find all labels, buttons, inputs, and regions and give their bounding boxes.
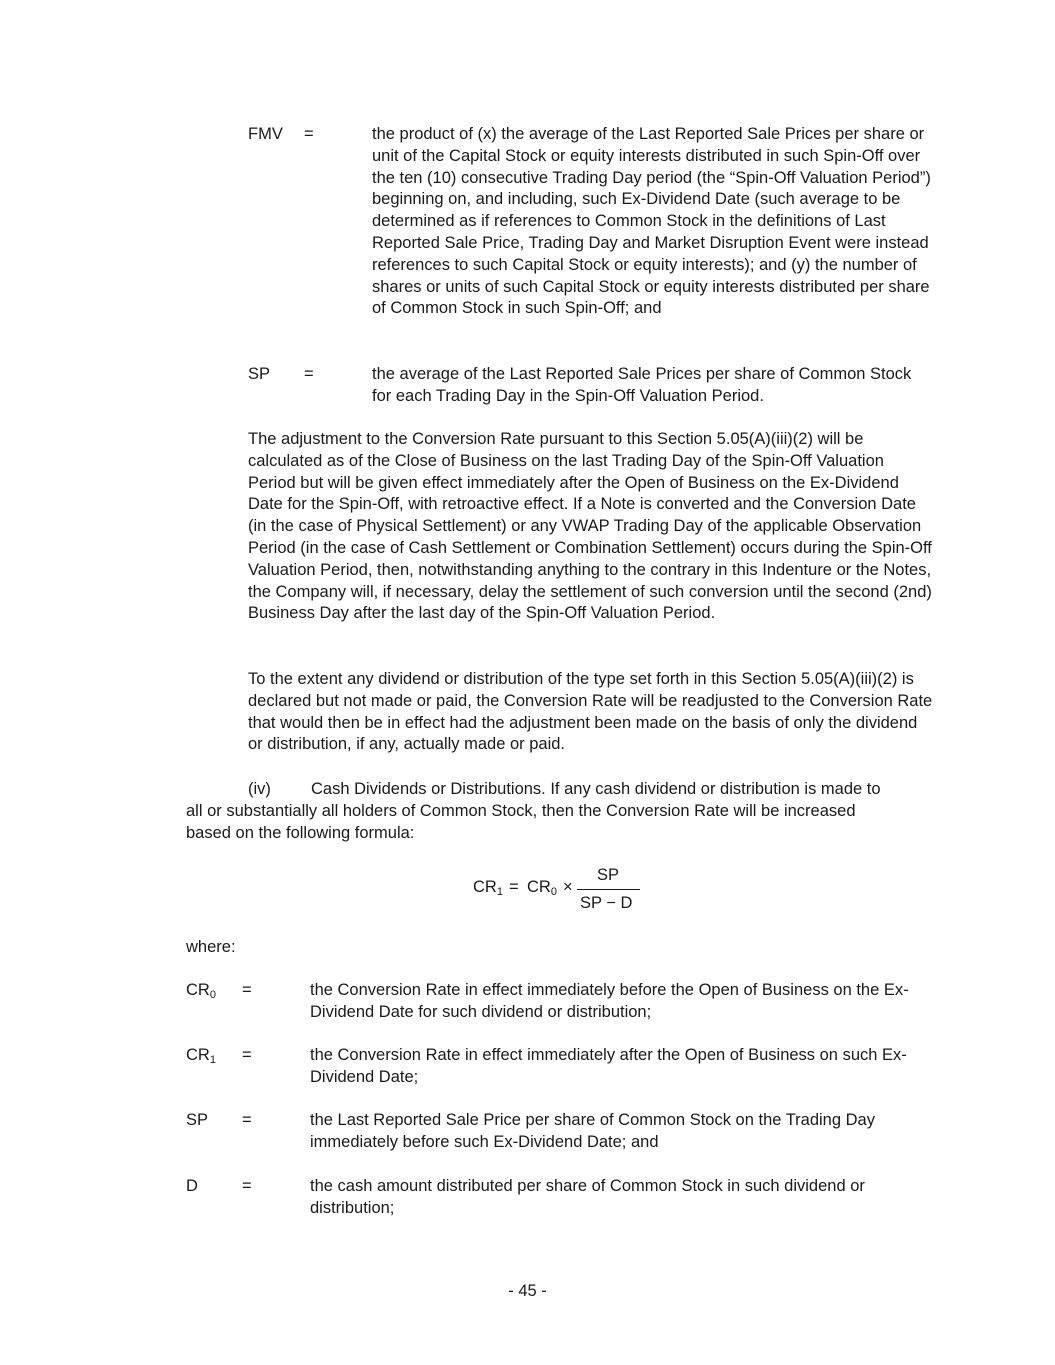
formula-numerator: SP [597, 866, 620, 884]
formula-rhs: $CR_0$ [527, 878, 557, 898]
formula-times: × [563, 878, 573, 896]
def-text-sp: the average of the Last Reported Sale Prices per share of Common Stock for each Trading Day in the Spin-Off Valuation Period. [372, 365, 912, 405]
def-term-fmv: FMV [248, 125, 283, 143]
formula-denominator: SP − D [580, 894, 633, 912]
section-iv-line1: Cash Dividends or Distributions. If any cash dividend or distribution is made to [311, 780, 881, 798]
def-text-fmv: the product of (x) the average of the Last Reported Sale Prices per share or unit of the Capital Stock or equity interests distributed in such Spin-Off over the ten (10) consecutive Trading Day period (the “Spin-Off Valuation Period”) beginning on, and including, such Ex-Dividend Date (such average to be determined as if references to Common Stock in the definitions of Last Reported Sale Price, Trading Day and Market Disruption Event were instead references to such Capital Stock or equity interests); and (y) the number of shares or units of such Capital Stock or equity interests distributed per share of Common Stock in such Spin-Off; and [372, 125, 931, 318]
page-number: - 45 - [508, 1282, 547, 1300]
def-text-d: the cash amount distributed per share of Common Stock in such dividend or distribution; [310, 1177, 865, 1217]
def-equals-fmv: = [304, 125, 314, 143]
section-iv-line2: all or substantially all holders of Common Stock, then the Conversion Rate will be increased [186, 802, 856, 820]
def-text-sp-bottom: the Last Reported Sale Price per share of Common Stock on the Trading Day immediately before such Ex-Dividend Date; and [310, 1111, 875, 1151]
formula-equals: = [509, 878, 519, 896]
def-term-cr1: $CR_1$ [186, 1046, 216, 1066]
def-text-cr0: the Conversion Rate in effect immediately before the Open of Business on the Ex-Dividend Date for such dividend or distribution; [310, 981, 909, 1021]
def-text-cr1: the Conversion Rate in effect immediately after the Open of Business on such Ex-Dividend Date; [310, 1046, 907, 1086]
def-term-cr0: $CR_0$ [186, 981, 216, 1001]
def-term-sp-bottom: SP [186, 1111, 209, 1129]
formula-lhs: $CR_1$ [473, 878, 503, 898]
def-equals-sp: = [304, 365, 314, 383]
paragraph-adjustment: The adjustment to the Conversion Rate pursuant to this Section 5.05(A)(iii)(2) will be calculated as of the Close of Business on the last Trading Day of the Spin-Off Valuation Period but will be given effect immediately after the Open of Business on the Ex-Dividend Date for the Spin-Off, with retroactive effect. If a Note is converted and the Conversion Date (in the case of Physical Settlement) or any VWAP Trading Day of the applicable Observation Period (in the case of Cash Settlement or Combination Settlement) occurs during the Spin-Off Valuation Period, then, notwithstanding anything to the contrary in this Indenture or the Notes, the Company will, if necessary, delay the settlement of such conversion until the second (2nd) Business Day after the last day of the Spin-Off Valuation Period. [248, 430, 932, 623]
where-label: where: [186, 938, 236, 956]
section-iv-line3: based on the following formula: [186, 824, 415, 842]
section-iv-label: (iv) [248, 780, 271, 798]
def-term-sp: SP [248, 365, 271, 383]
def-equals-d: = [242, 1177, 252, 1195]
def-term-d: D [186, 1177, 198, 1195]
def-equals-cr1: = [242, 1046, 252, 1064]
def-equals-sp-bottom: = [242, 1111, 252, 1129]
def-equals-cr0: = [242, 981, 252, 999]
paragraph-readjustment: To the extent any dividend or distribution of the type set forth in this Section 5.05(A)(iii)(2) is declared but not made or paid, the Conversion Rate will be readjusted to the Conversion Rate that would then be in effect had the adjustment been made on the basis of only the dividend or distribution, if any, actually made or paid. [248, 670, 933, 754]
formula-fraction-bar [577, 889, 640, 890]
